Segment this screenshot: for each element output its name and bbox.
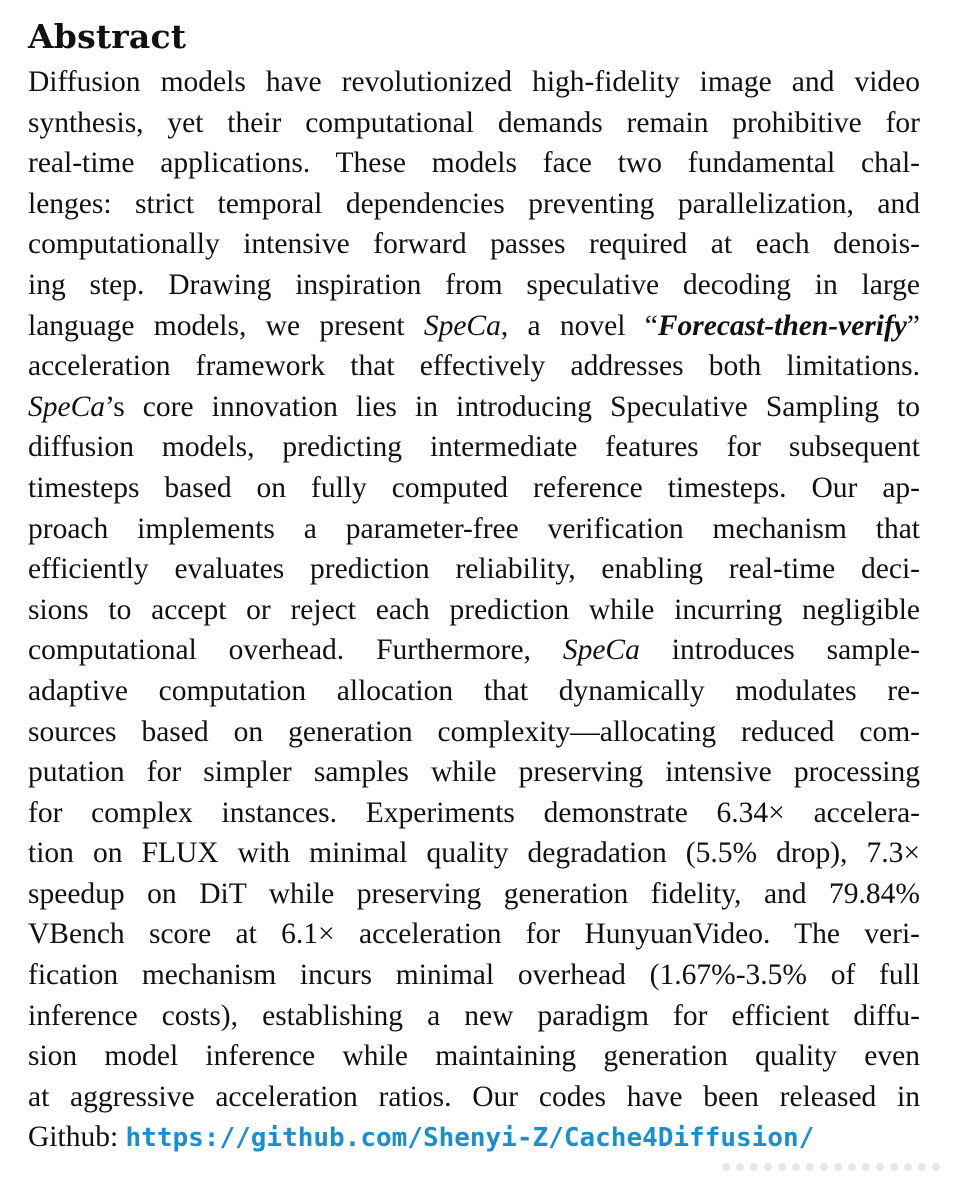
abstract-line: inference costs), establishing a new paradigm for efficient diffu- — [28, 999, 920, 1032]
abstract-line: sion model inference while maintaining generation quality even — [28, 1040, 920, 1073]
abstract-line — [28, 1117, 920, 1159]
abstract-line: acceleration framework that effectively addresses both limitations. — [28, 350, 920, 383]
abstract-line: ing step. Drawing inspiration from speculative decoding in large — [28, 268, 920, 301]
abstract-line: adaptive computation allocation that dynamically modulates re- — [28, 674, 920, 707]
method-name: SpeCa — [562, 634, 640, 667]
abstract-line: Diffusion models have revolutionized high-fidelity image and video — [28, 66, 920, 98]
github-link[interactable]: https://github.com/Shenyi-Z/Cache4Diffusion/ — [125, 1123, 815, 1154]
abstract-line: tion on FLUX with minimal quality degradation (5.5% drop), 7.3× — [28, 837, 920, 870]
abstract-line: sources based on generation complexity—allocating reduced com- — [28, 715, 920, 748]
abstract-line: fication mechanism incurs minimal overhead (1.67%-3.5% of full — [28, 959, 920, 992]
abstract-line: VBench score at 6.1× acceleration for HunyuanVideo. The veri- — [28, 918, 920, 951]
github-label: Github: — [28, 1121, 126, 1154]
framework-tagline: Forecast-then-verify — [657, 309, 907, 342]
watermark-dots-icon — [716, 1154, 946, 1180]
method-name: SpeCa — [423, 309, 501, 342]
abstract-line: speedup on DiT while preserving generation fidelity, and 79.84% — [28, 877, 920, 910]
abstract-line: proach implements a parameter-free verification mechanism that — [28, 512, 920, 545]
abstract-line: synthesis, yet their computational demands remain prohibitive for — [28, 106, 920, 139]
method-name: SpeCa — [28, 390, 106, 423]
paper-page — [28, 12, 920, 1159]
abstract-line: putation for simpler samples while preserving intensive processing — [28, 756, 920, 789]
text-run: introduces sample- — [639, 634, 920, 667]
abstract-line: lenges: strict temporal dependencies preventing parallelization, and — [28, 187, 920, 220]
abstract-line: efficiently evaluates prediction reliability, enabling real-time deci- — [28, 553, 920, 586]
abstract-line: diffusion models, predicting intermediate features for subsequent — [28, 431, 920, 464]
abstract-line: computationally intensive forward passes required at each denois- — [28, 228, 920, 261]
text-run: , a novel “ — [500, 309, 658, 342]
abstract-line: at aggressive acceleration ratios. Our codes have been released in — [28, 1080, 920, 1113]
abstract-line: timesteps based on fully computed reference timesteps. Our ap- — [28, 471, 920, 504]
abstract-heading: Abstract — [28, 17, 187, 56]
abstract-line: for complex instances. Experiments demonstrate 6.34× accelera- — [28, 796, 920, 829]
abstract-line: real-time applications. These models face two fundamental chal- — [28, 147, 920, 180]
text-run: computational overhead. Furthermore, — [28, 634, 563, 667]
abstract-body — [28, 62, 920, 1159]
text-run: language models, we present — [28, 309, 424, 342]
abstract-line: sions to accept or reject each prediction while incurring negligible — [28, 593, 920, 626]
abstract-line — [28, 630, 920, 671]
text-run: ” — [906, 309, 920, 342]
abstract-line — [28, 306, 920, 347]
text-run: ’s core innovation lies in introducing Speculative Sampling to — [105, 390, 920, 423]
abstract-line — [28, 387, 920, 428]
